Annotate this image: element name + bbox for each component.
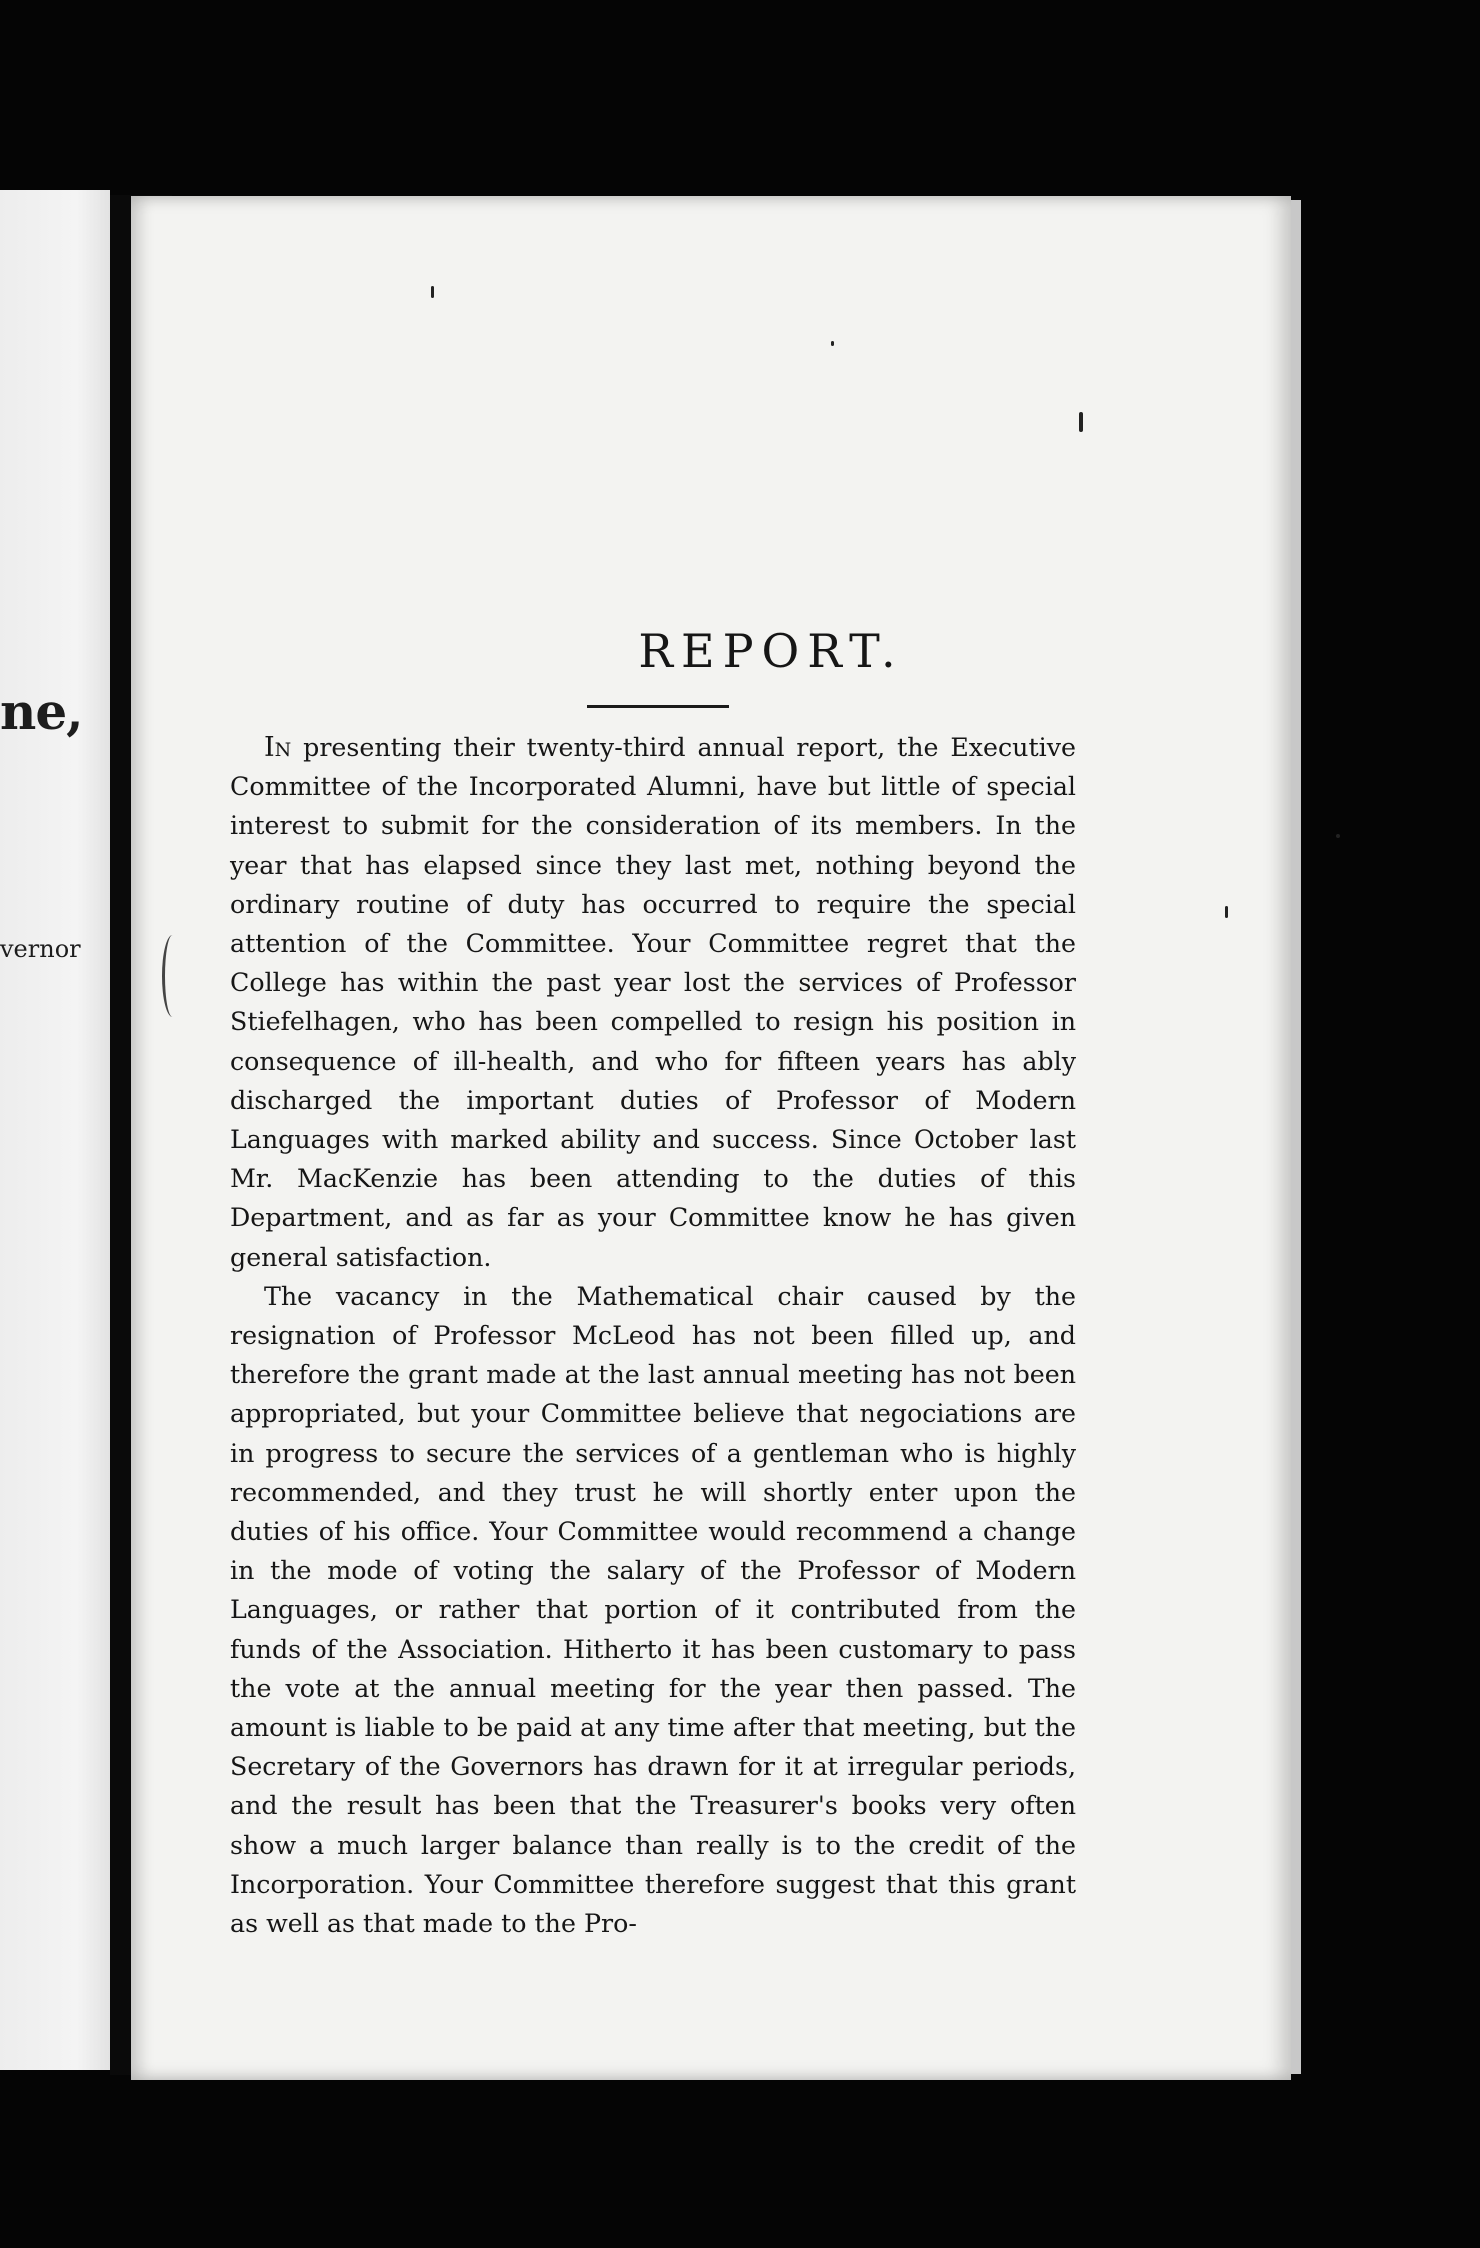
paragraph (230, 1277, 1076, 1943)
scan-speck (831, 341, 834, 346)
report-body (230, 728, 1076, 1943)
previous-page-fragment (0, 190, 110, 2070)
previous-page-text-fragment: vernor (0, 935, 81, 963)
scan-speck (1336, 834, 1340, 838)
pencil-margin-mark (162, 935, 183, 1017)
scan-speck (1225, 906, 1228, 918)
title-rule (587, 705, 729, 708)
scan-speck (431, 286, 434, 298)
page-title: REPORT. (638, 624, 904, 678)
paragraph-text: presenting their twenty-third annual report, the Executive Committee of the Incorporated Alumni, have but little of special interest to submit for the consideration of its members. In the year that has elapsed since they last met, nothing beyond the ordinary routine of duty has occurred to require the special attention of the Committee. Your Committee regret that the College has within the past year lost the services of Professor Stiefelhagen, who has been compelled to resign his position in consequence of ill-health, and who for fifteen years has ably discharged the important duties of Professor of Modern Languages with marked ability and success. Since October last Mr. MacKenzie has been attending to the duties of this Department, and as far as your Committee know he has given general satisfaction. (230, 733, 1076, 1272)
scan-speck (1079, 412, 1083, 432)
paragraph-text: The vacancy in the Mathematical chair caused by the resignation of Professor McLeod has not been filled up, and therefore the grant made at the last annual meeting has not been appropriated, but your Committee believe that negociations are in progress to secure the services of a gentleman who is highly recommended, and they trust he will shortly enter upon the duties of his office. Your Committee would recommend a change in the mode of voting the salary of the Professor of Modern Languages, or rather that portion of it contributed from the funds of the Association. Hitherto it has been customary to pass the vote at the annual meeting for the year then passed. The amount is liable to be paid at any time after that meeting, but the Secretary of the Governors has drawn for it at irregular periods, and the result has been that the Treasurer's books very often show a much larger balance than really is to the credit of the Incorporation. Your Committee therefore suggest that this grant as well as that made to the Pro- (230, 1281, 1076, 1939)
previous-page-text-fragment: ne, (0, 682, 83, 741)
document-page (131, 196, 1291, 2080)
paragraph-lead: In (264, 732, 292, 763)
paragraph (230, 728, 1076, 1277)
page-edge (1291, 200, 1301, 2074)
